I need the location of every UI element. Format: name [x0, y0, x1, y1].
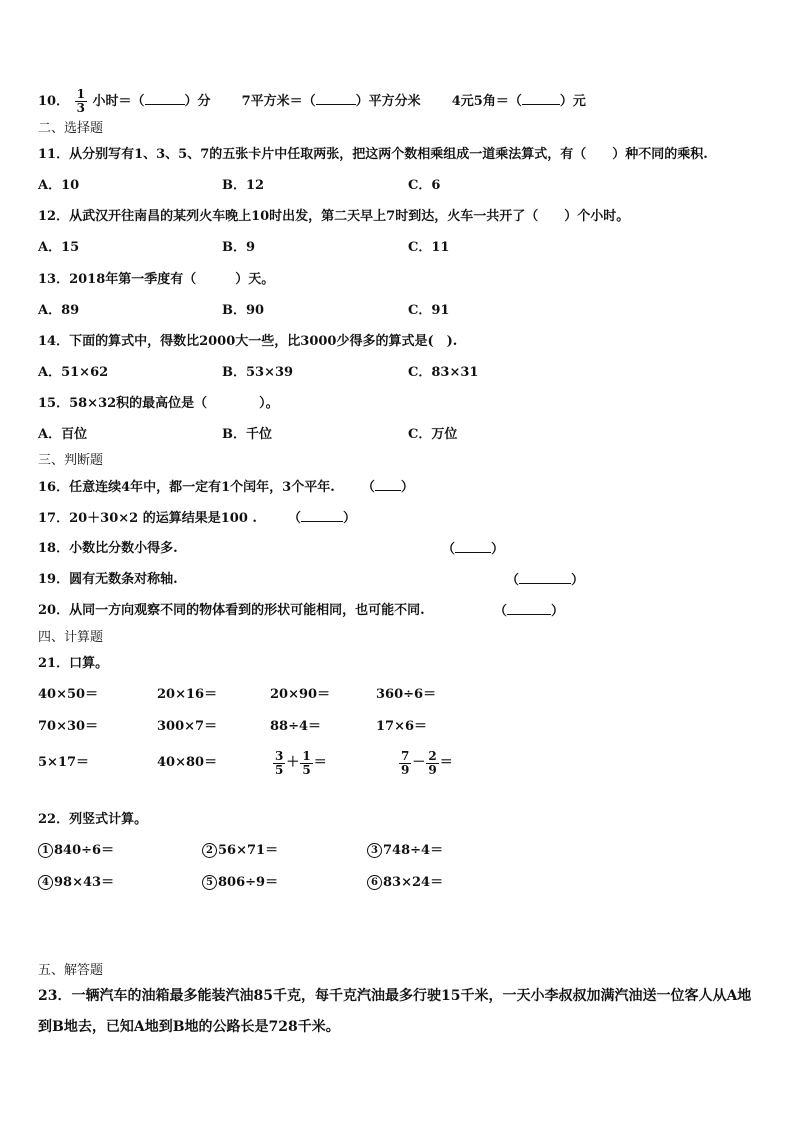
mental-math-item: 88÷4＝ — [270, 719, 322, 734]
answer-bracket[interactable]: （ ） — [494, 604, 565, 619]
question-22-title: 22．列竖式计算。 — [38, 812, 148, 827]
question-12: 12．从武汉开往南昌的某列火车晚上10时出发，第二天早上7时到达，火车一共开了（ ）个小时。 — [38, 209, 630, 224]
option-c[interactable]: C．83×31 — [408, 365, 479, 380]
vertical-calc-item: 5 806÷9＝ — [202, 874, 278, 892]
answer-blank[interactable] — [455, 540, 491, 553]
option-a[interactable]: A．10 — [38, 178, 80, 193]
option-b[interactable]: B．千位 — [222, 427, 272, 442]
answer-bracket[interactable]: （ ） — [442, 542, 505, 557]
option-a[interactable]: A．89 — [38, 303, 80, 318]
fraction: $\frac{7}{9}$ — [401, 748, 410, 777]
circled-number: 4 — [38, 875, 53, 890]
question-10: 10． $\frac{1}{3}$ 小时＝（ ）分 7平方米＝（ ）平方分米 4元5角＝（ ）元 — [38, 87, 586, 115]
question-19: 19．圆有无数条对称轴. — [38, 572, 178, 587]
answer-bracket[interactable]: （ ） — [506, 573, 585, 588]
mental-math-item: 40×50＝ — [38, 687, 99, 702]
circled-number: 6 — [367, 875, 382, 890]
mental-math-item: 17×6＝ — [376, 719, 428, 734]
option-a[interactable]: A．51×62 — [38, 365, 109, 380]
answer-blank[interactable] — [375, 478, 401, 491]
fraction: $\frac{2}{9}$ — [428, 748, 437, 777]
vertical-calc-item: 3 748÷4＝ — [367, 842, 443, 860]
option-b[interactable]: B．90 — [222, 303, 265, 318]
question-21-title: 21．口算。 — [38, 656, 109, 671]
answer-blank[interactable] — [145, 92, 185, 105]
circled-number: 1 — [38, 843, 53, 858]
vertical-calc-item: 1 840÷6＝ — [38, 842, 114, 860]
question-11: 11．从分别写有1、3、5、7的五张卡片中任取两张，把这两个数相乘组成一道乘法算式，有（ ）种不同的乘积. — [38, 147, 708, 162]
question-14: 14．下面的算式中，得数比2000大一些，比3000少得多的算式是( ). — [38, 334, 458, 349]
section-heading-word-problems: 五、解答题 — [38, 963, 104, 978]
vertical-calc-item: 2 56×71＝ — [202, 842, 278, 860]
option-c[interactable]: C．11 — [408, 240, 450, 255]
option-b[interactable]: B．53×39 — [222, 365, 294, 380]
question-number: 10． — [38, 94, 70, 109]
mental-math-item: 40×80＝ — [157, 755, 218, 770]
answer-blank[interactable] — [301, 509, 343, 522]
option-a[interactable]: A．百位 — [38, 427, 88, 442]
circled-number: 2 — [202, 843, 217, 858]
section-heading-calculation: 四、计算题 — [38, 630, 104, 645]
question-18: 18．小数比分数小得多. — [38, 541, 178, 556]
section-heading-judgment: 三、判断题 — [38, 453, 104, 468]
question-16: 16．任意连续4年中，都一定有1个闰年，3个平年. （ ） — [38, 480, 414, 495]
mental-math-item: 20×16＝ — [157, 687, 218, 702]
fraction: $\frac{1}{5}$ — [302, 748, 311, 777]
option-b[interactable]: B．9 — [222, 240, 256, 255]
mental-math-item: 5×17＝ — [38, 755, 90, 770]
option-c[interactable]: C．6 — [408, 178, 441, 193]
circled-number: 5 — [202, 875, 217, 890]
option-a[interactable]: A．15 — [38, 240, 80, 255]
mental-math-item: 20×90＝ — [270, 687, 331, 702]
question-20: 20．从同一方向观察不同的物体看到的形状可能相同，也可能不同. — [38, 603, 425, 618]
vertical-calc-item: 4 98×43＝ — [38, 874, 114, 892]
vertical-calc-item: 6 83×24＝ — [367, 874, 443, 892]
answer-blank[interactable] — [522, 92, 560, 105]
fraction: $\frac{3}{5}$ — [275, 748, 284, 777]
answer-blank[interactable] — [519, 571, 571, 584]
mental-math-item: 70×30＝ — [38, 719, 99, 734]
answer-blank[interactable] — [316, 92, 356, 105]
option-c[interactable]: C．万位 — [408, 427, 458, 442]
question-13: 13．2018年第一季度有（ ）天。 — [38, 272, 275, 287]
question-17: 17．20＋30×2 的运算结果是100 . （ ） — [38, 511, 357, 526]
section-heading-choice: 二、选择题 — [38, 121, 104, 136]
option-b[interactable]: B．12 — [222, 178, 265, 193]
question-15: 15．58×32积的最高位是（ ）。 — [38, 396, 279, 411]
mental-math-item: 300×7＝ — [157, 719, 218, 734]
option-c[interactable]: C．91 — [408, 303, 450, 318]
circled-number: 3 — [367, 843, 382, 858]
fraction-expression: $\frac{3}{5}$ ＋ $\frac{1}{5}$ ＝ — [275, 748, 327, 777]
mental-math-item: 360÷6＝ — [376, 687, 437, 702]
question-23: 23．一辆汽车的油箱最多能装汽油85千克，每千克汽油最多行驶15千米，一天小李叔叔加满汽油送一位客人从A地到B地去，已知A地到B地的公路长是728千米。 — [38, 988, 752, 1035]
answer-blank[interactable] — [507, 602, 551, 615]
fraction-expression: $\frac{7}{9}$ － $\frac{2}{9}$ ＝ — [401, 748, 453, 777]
fraction-one-third: $\frac{1}{3}$ — [76, 87, 85, 115]
